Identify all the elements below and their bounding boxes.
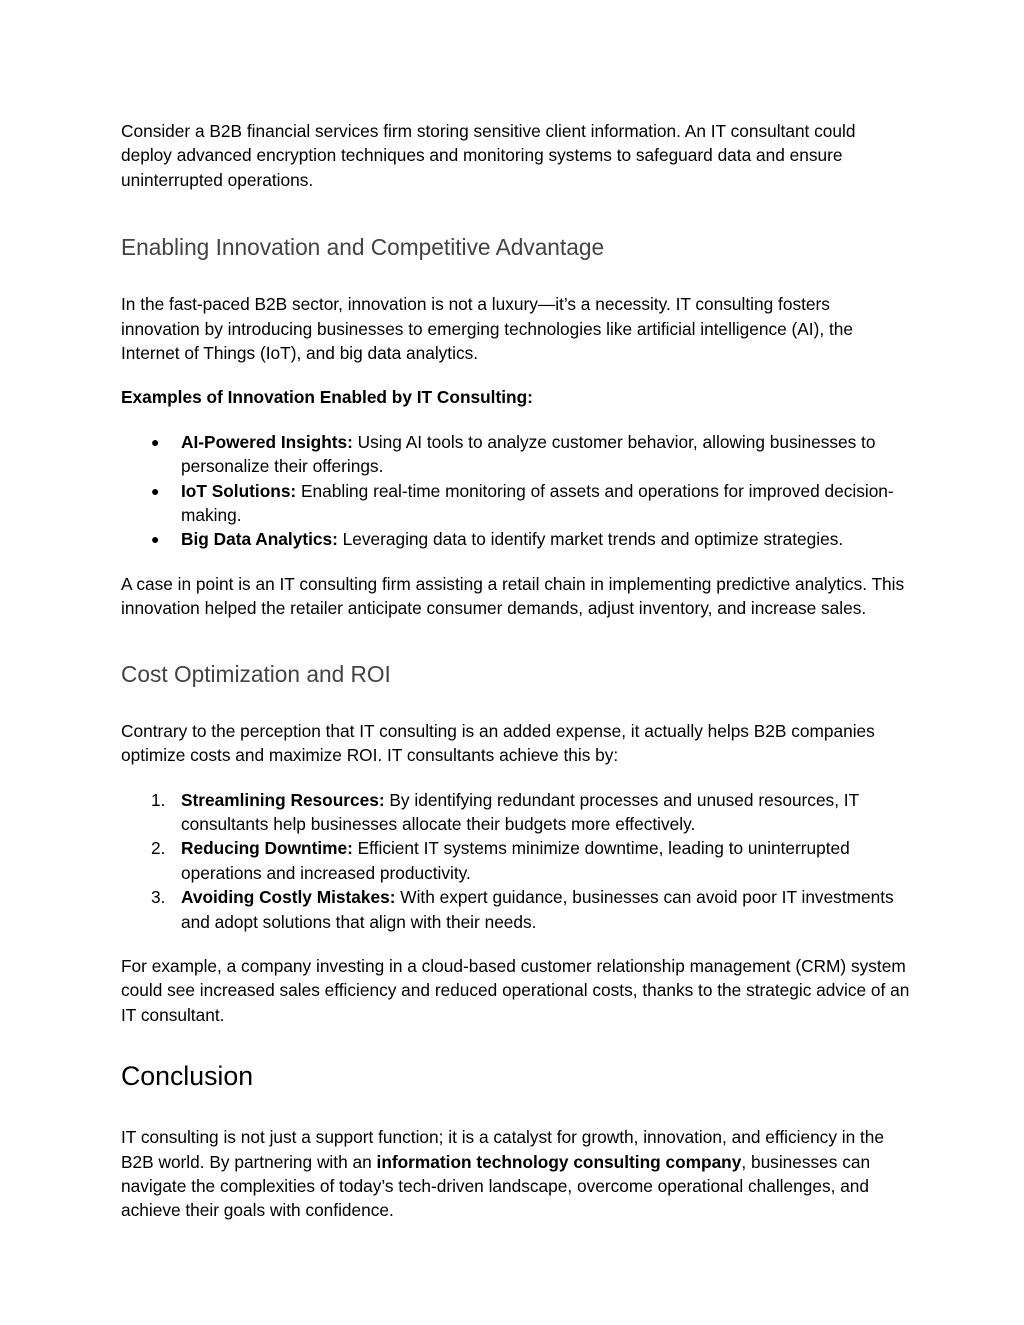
list-item-text: With expert guidance, businesses can avoid poor IT investments and adopt solutions that align with their needs.: [181, 887, 894, 932]
list-item-text: Enabling real-time monitoring of assets and operations for improved decision-making.: [181, 480, 894, 526]
list-item-number: 3.: [151, 887, 166, 908]
list-item-term: Streamlining Resources:: [181, 789, 385, 810]
cost-heading: Cost Optimization and ROI: [121, 660, 391, 687]
cost-steps-list: [121, 788, 911, 934]
cost-example-paragraph: For example, a company investing in a cloud-based customer relationship management (CRM) system could see increased sales efficiency and reduced operational costs, thanks to the strategic advice of an IT consultant.: [121, 955, 910, 1025]
list-item-term: AI-Powered Insights:: [181, 431, 353, 452]
examples-heading-text: Examples of Innovation Enabled by IT Consulting:: [121, 387, 533, 408]
list-item-number: 1.: [151, 789, 166, 810]
list-item-text: By identifying redundant processes and unused resources, IT consultants help businesses allocate their budgets more effectively.: [181, 789, 859, 834]
innovation-paragraph: In the fast-paced B2B sector, innovation is not a luxury—it’s a necessity. IT consulting fosters innovation by introducing businesses to emerging technologies like artificial intelligence (AI), the Internet of Things (IoT), and big data analytics.: [121, 294, 853, 364]
list-item-term: Reducing Downtime:: [181, 838, 353, 859]
list-item-term: Big Data Analytics:: [181, 529, 338, 550]
conclusion-text-before: IT consulting is not just a support function; it is a catalyst for growth, innovation, and efficiency in the B2B world. By partnering with an: [121, 1127, 885, 1172]
list-item-number: 2.: [151, 838, 166, 859]
conclusion-paragraph: [121, 1125, 911, 1223]
bullet-icon: ●: [151, 433, 160, 450]
bullet-icon: ●: [151, 531, 160, 548]
list-item: [121, 479, 911, 528]
conclusion-bold-link-text: information technology consulting company: [376, 1151, 742, 1172]
list-item-text: Leveraging data to identify market trends and optimize strategies.: [337, 529, 844, 550]
case-paragraph: A case in point is an IT consulting firm assisting a retail chain in implementing predictive analytics. This innovation helped the retailer anticipate consumer demands, adjust inventory, and increase sales.: [121, 573, 905, 619]
cost-paragraph: Contrary to the perception that IT consulting is an added expense, it actually helps B2B companies optimize costs and maximize ROI. IT consultants achieve this by:: [121, 720, 875, 766]
list-item-term: IoT Solutions:: [181, 480, 297, 501]
list-item-text: Efficient IT systems minimize downtime, leading to uninterrupted operations and increased productivity.: [181, 838, 850, 883]
list-item: [121, 885, 911, 934]
examples-heading: [121, 385, 911, 409]
innovation-heading: Enabling Innovation and Competitive Advantage: [121, 234, 605, 261]
intro-paragraph: Consider a B2B financial services firm storing sensitive client information. An IT consultant could deploy advanced encryption techniques and monitoring systems to safeguard data and ensure uninterrupted operations.: [121, 121, 856, 190]
document-page: [121, 119, 911, 1223]
list-item-text: Using AI tools to analyze customer behavior, allowing businesses to personalize their offerings.: [181, 431, 876, 477]
conclusion-heading: Conclusion: [121, 1061, 254, 1092]
list-item: [121, 788, 911, 837]
bullet-icon: ●: [151, 482, 160, 499]
conclusion-text-after: , businesses can navigate the complexities of today’s tech-driven landscape, overcome operational challenges, and achieve their goals with confidence.: [121, 1151, 871, 1221]
innovation-examples-list: [121, 430, 911, 552]
list-item: [121, 527, 911, 551]
list-item: [121, 836, 911, 885]
list-item-term: Avoiding Costly Mistakes:: [181, 887, 396, 908]
list-item: [121, 430, 911, 479]
